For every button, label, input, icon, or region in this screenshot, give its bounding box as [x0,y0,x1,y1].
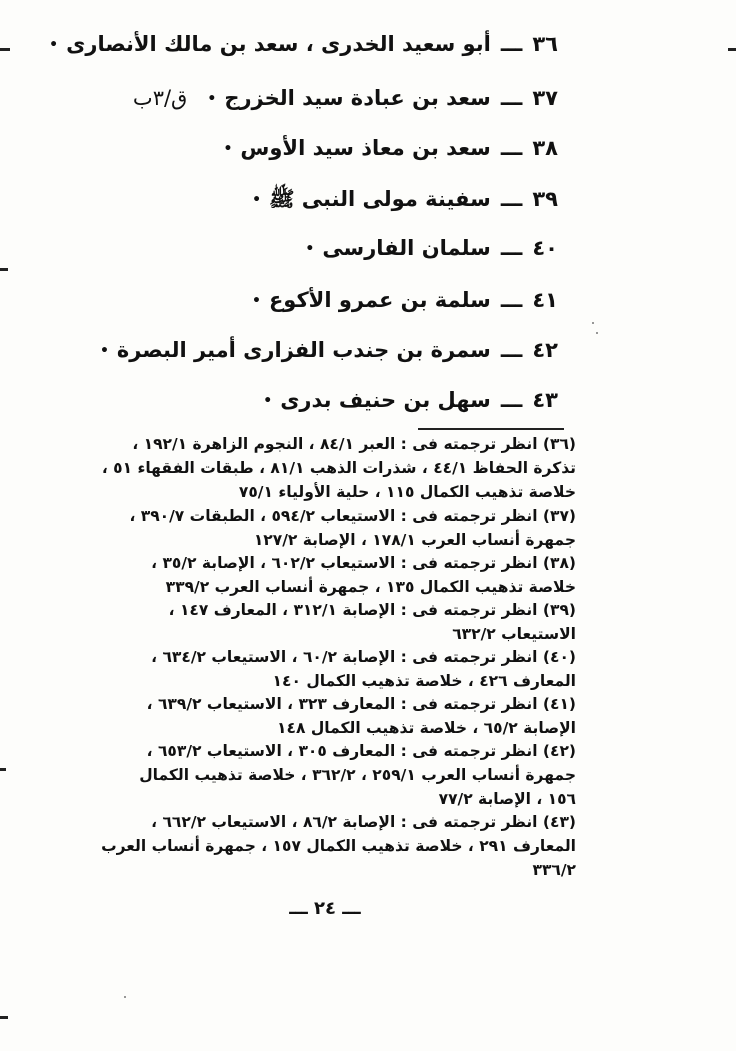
manuscript-folio-note: ق/٣ب [132,86,188,110]
entry-38 [223,136,558,160]
entry-dash: ـــ [500,288,523,312]
entry-text: سعد بن معاذ سيد الأوس [240,136,491,160]
footnote-line: (٣٩) انظر ترجمته فى : الإصابة ٣١٢/١ ، المعارف ١٤٧ ، [168,601,576,619]
footnote-line: جمهرة أنساب العرب ١٧٨/١ ، الإصابة ١٢٧/٢ [253,531,576,549]
entry-dash: ـــ [500,136,523,160]
footnote-41 [40,692,576,740]
bullet-dot-icon: • [305,241,315,257]
footnote-37 [40,504,576,552]
bullet-dot-icon: • [207,91,217,107]
scan-mark [0,48,10,51]
footnote-line: (٤٠) انظر ترجمته فى : الإصابة ٦٠/٢ ، الاستيعاب ٦٣٤/٢ ، [151,648,576,666]
footnote-36 [40,432,576,504]
entry-number: ٤٢ [532,338,558,362]
bullet-dot-icon: • [252,192,262,208]
footnote-line: (٤١) انظر ترجمته فى : المعارف ٣٢٣ ، الاستيعاب ٦٣٩/٢ ، [146,695,576,713]
footnote-line: خلاصة تذهيب الكمال ١١٥ ، حلية الأولياء ٧٥/١ [238,483,576,501]
entry-number: ٤٣ [532,388,558,412]
scan-speck [592,322,594,324]
entry-number: ٣٦ [532,32,558,56]
scan-speck [124,996,126,998]
footnote-line: (٣٧) انظر ترجمته فى : الاستيعاب ٥٩٤/٢ ، الطبقات ٣٩٠/٧ ، [129,507,576,525]
entry-42 [100,338,558,362]
scan-mark [0,768,6,771]
footnote-42 [40,739,576,811]
entry-number: ٣٧ [532,86,558,110]
entry-37 [133,86,558,110]
footnote-line: (٣٨) انظر ترجمته فى : الاستيعاب ٦٠٢/٢ ، الإصابة ٣٥/٢ ، [151,554,576,572]
entry-text: سعد بن عبادة سيد الخزرج [224,86,491,110]
entry-text: سمرة بن جندب الفزارى أمير البصرة [116,338,491,362]
entry-dash: ـــ [500,236,523,260]
footnote-43 [40,810,576,882]
entry-43 [263,388,558,412]
footnote-line: (٤٢) انظر ترجمته فى : المعارف ٣٠٥ ، الاستيعاب ٦٥٣/٢ ، [146,742,576,760]
entry-dash: ـــ [500,86,523,110]
scan-mark [0,1016,8,1019]
footnote-line: (٤٣) انظر ترجمته فى : الإصابة ٨٦/٢ ، الاستيعاب ٦٦٢/٢ ، [151,813,576,831]
entry-text: سهل بن حنيف بدرى [280,388,491,412]
page-number: ـــ ٢٤ ـــ [289,898,361,919]
footnote-line: تذكرة الحفاظ ٤٤/١ ، شذرات الذهب ٨١/١ ، طبقات الفقهاء ٥١ ، [101,459,576,477]
footnote-line: الاستيعاب ٦٣٢/٢ [452,625,576,643]
bullet-dot-icon: • [49,37,59,53]
entry-39 [252,186,558,217]
footnote-line: المعارف ٢٩١ ، خلاصة تذهيب الكمال ١٥٧ ، جمهرة أنساب العرب [101,837,576,855]
entry-number: ٣٩ [532,187,558,211]
entry-40 [305,236,558,260]
entry-number: ٤١ [532,288,558,312]
scan-speck [596,332,598,334]
footnote-38 [40,551,576,599]
entry-text: أبو سعيد الخدرى ، سعد بن مالك الأنصارى [66,32,491,56]
footnote-line: جمهرة أنساب العرب ٢٥٩/١ ، ٣٦٢/٢ ، خلاصة تذهيب الكمال [139,766,576,784]
footnote-line: خلاصة تذهيب الكمال ١٣٥ ، جمهرة أنساب العرب ٣٣٩/٢ [165,578,576,596]
bullet-dot-icon: • [223,141,233,157]
scan-mark [0,268,8,271]
footnote-39 [40,598,576,646]
entry-number: ٤٠ [532,236,558,260]
entry-text: سلمان الفارسى [322,236,491,260]
footnote-line: الإصابة ٦٥/٢ ، خلاصة تذهيب الكمال ١٤٨ [277,719,576,737]
entry-dash: ـــ [500,32,523,56]
entry-36 [49,32,558,56]
bullet-dot-icon: • [263,393,273,409]
footnote-line: المعارف ٤٢٦ ، خلاصة تذهيب الكمال ١٤٠ [272,672,576,690]
entry-text: سلمة بن عمرو الأكوع [268,288,491,312]
entry-dash: ـــ [500,338,523,362]
entry-dash: ـــ [500,187,523,211]
footnote-line: (٣٦) انظر ترجمته فى : العبر ٨٤/١ ، النجوم الزاهرة ١٩٢/١ ، [132,435,576,453]
footnote-40 [40,645,576,693]
footnote-divider [418,428,564,430]
entry-number: ٣٨ [532,136,558,160]
footnote-line: ١٥٦ ، الإصابة ٧٧/٢ [438,790,576,808]
scan-mark [728,48,736,51]
entry-text: سفينة مولى النبى ﷺ [269,187,491,211]
bullet-dot-icon: • [252,293,261,309]
bullet-dot-icon: • [99,343,109,359]
entry-dash: ـــ [500,388,523,412]
footnote-line: ٣٣٦/٢ [532,861,576,879]
entry-41 [252,288,558,312]
